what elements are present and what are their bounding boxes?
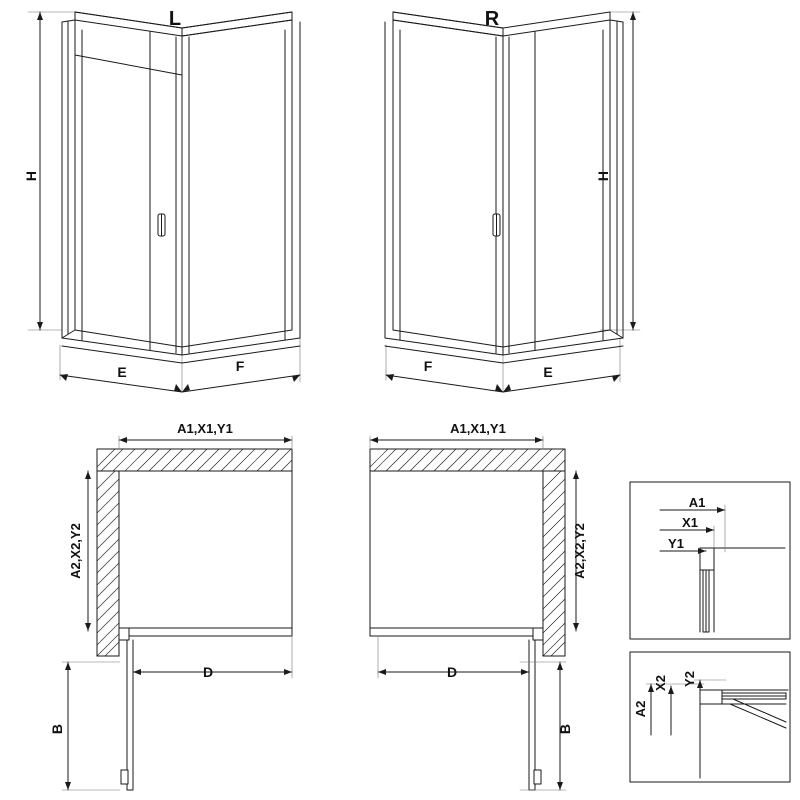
plan-left-label-side: A2,X2,Y2 (68, 523, 83, 579)
dimension-b-left (62, 662, 120, 790)
dimension-ef-left (60, 374, 300, 392)
plan-left-label-b: B (49, 723, 65, 735)
door-leaf-plan-right (529, 640, 541, 790)
detail-dim-x2 (668, 686, 674, 735)
label-e-left: E (117, 364, 127, 380)
wall-hatch-top-r (370, 449, 565, 471)
label-f-right: F (423, 358, 433, 374)
wall-hatch-left (97, 471, 119, 656)
plan-right-label-d: D (446, 664, 458, 680)
label-h-left: H (23, 170, 39, 182)
plan-view-right (370, 436, 579, 790)
door-handle-left (158, 214, 165, 236)
wall-hatch-right-r (543, 471, 565, 656)
wall-hatch-top (97, 449, 292, 471)
detail-label-x1: X1 (682, 515, 698, 530)
door-leaf-plan-left (121, 640, 133, 790)
dimension-a2-left (85, 471, 91, 631)
iso-right-title: R (484, 8, 500, 30)
iso-view-left (28, 12, 300, 392)
detail-view-top (630, 482, 790, 639)
plan-right-label-top: A1,X1,Y1 (450, 421, 506, 436)
detail-label-x2: X2 (653, 675, 668, 691)
dimension-a1-left (119, 436, 292, 449)
plan-view-left (62, 436, 292, 790)
detail-dim-y2 (694, 680, 726, 735)
plan-right-label-side: A2,X2,Y2 (572, 523, 587, 579)
label-e-right: E (543, 364, 553, 380)
iso-left-title: L (168, 8, 182, 30)
iso-view-right (385, 12, 640, 392)
plan-left-label-d: D (202, 664, 214, 680)
label-h-right: H (595, 170, 611, 182)
detail-label-y1: Y1 (668, 536, 684, 551)
detail-label-a1: A1 (688, 495, 706, 510)
door-handle-right (493, 214, 500, 236)
detail-view-bottom (630, 652, 790, 782)
dimension-h-right (630, 12, 636, 330)
detail-label-y2: Y2 (682, 671, 697, 687)
detail-label-a2: A2 (633, 700, 648, 718)
plan-right-label-b: B (557, 723, 573, 735)
dimension-a1-right (370, 436, 543, 449)
plan-left-label-top: A1,X1,Y1 (177, 421, 233, 436)
label-f-left: F (235, 358, 245, 374)
